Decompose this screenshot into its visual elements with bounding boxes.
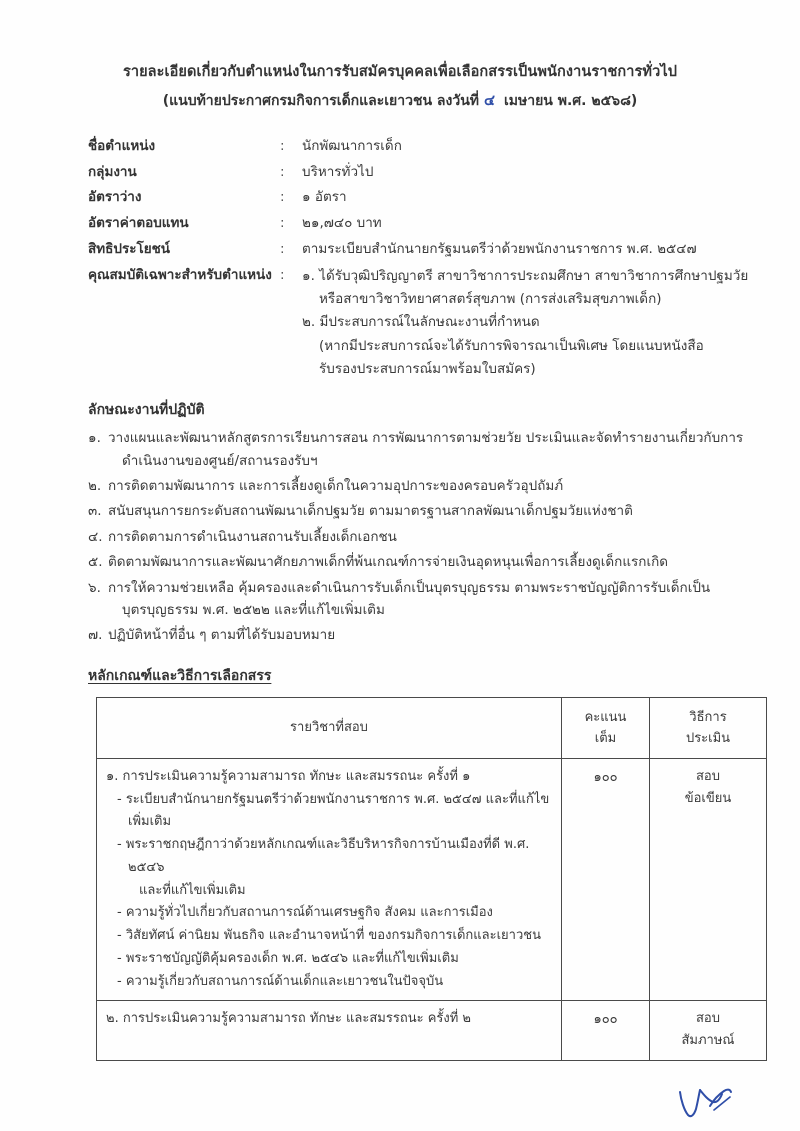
duty-text: [108, 551, 764, 573]
field-row-position-name: [88, 136, 766, 158]
field-value: ตามระเบียบสำนักนายกรัฐมนตรีว่าด้วยพนักงานราชการ พ.ศ. ๒๕๔๗: [302, 241, 697, 258]
duty-line: สนับสนุนการยกระดับสถานพัฒนาเด็กปฐมวัย ตามมาตรฐานสากลพัฒนาเด็กปฐมวัยแห่งชาติ: [108, 503, 633, 520]
table-header: [97, 697, 767, 758]
table-row: [97, 758, 767, 1001]
field-value: ๑ อัตรา: [302, 189, 347, 206]
duty-continuation: บุตรบุญธรรม พ.ศ. ๒๕๒๒ และที่แก้ไขเพิ่มเติม: [122, 601, 385, 618]
field-label: อัตราค่าตอบแทน: [88, 215, 189, 232]
column-header-subject: รายวิชาที่สอบ: [97, 697, 562, 758]
subtitle-suffix: เมษายน พ.ศ. ๒๕๖๘): [503, 92, 638, 109]
duty-text: [108, 526, 764, 548]
sub-item: [106, 789, 552, 835]
duty-text: [108, 500, 764, 522]
document-subtitle: [0, 90, 800, 112]
duty-number: ๔.: [88, 528, 103, 545]
method-line2: ข้อเขียน: [684, 790, 732, 806]
column-header-method-line1: วิธีการ: [689, 709, 727, 725]
column-header-score-line1: คะแนน: [584, 709, 627, 725]
field-row-work-group: [88, 162, 766, 184]
method-line1: สอบ: [696, 768, 720, 784]
field-label: อัตราว่าง: [88, 189, 142, 206]
position-details-list: [0, 136, 800, 381]
qualification-line: ๒. มีประสบการณ์ในลักษณะงานที่กำหนด: [302, 314, 540, 331]
column-header-method: [650, 697, 767, 758]
duty-text: [108, 475, 764, 497]
duty-item: [88, 624, 764, 646]
field-colon: :: [280, 241, 285, 258]
qualification-line: รับรองประสบการณ์มาพร้อมใบสมัคร): [319, 360, 536, 377]
exam-table-container: [0, 697, 800, 1061]
sub-item-text: - ความรู้ทั่วไปเกี่ยวกับสถานการณ์ด้านเศรษฐกิจ สังคม และการเมือง: [117, 905, 493, 921]
field-value: บริหารทั่วไป: [302, 163, 374, 180]
document-header: [0, 0, 800, 112]
score-cell: ๑๐๐: [562, 758, 650, 1001]
sub-item: [106, 925, 552, 948]
method-cell: [650, 758, 767, 1001]
field-value: ๒๑,๗๔๐ บาท: [302, 215, 382, 232]
column-header-method-line2: ประเมิน: [685, 730, 731, 746]
table-body: [97, 758, 767, 1060]
duty-number: ๒.: [88, 477, 102, 494]
handwritten-date-annotation: ๔: [484, 91, 495, 109]
field-row-benefits: [88, 239, 766, 261]
column-header-score-line2: เต็ม: [594, 730, 617, 746]
sub-item: [106, 948, 552, 971]
row-title: ๒. การประเมินความรู้ความสามารถ ทักษะ และสมรรถนะ ครั้งที่ ๒: [106, 1011, 471, 1027]
field-colon: :: [280, 137, 285, 154]
field-label: ชื่อตำแหน่ง: [88, 137, 156, 154]
duty-item: [88, 526, 764, 548]
score-cell: ๑๐๐: [562, 1001, 650, 1060]
duty-line: การติดตามพัฒนาการ และการเลี้ยงดูเด็กในความอุปการะของครอบครัวอุปถัมภ์: [108, 477, 564, 494]
field-label: กลุ่มงาน: [88, 163, 137, 180]
duty-number: ๓.: [88, 503, 102, 520]
field-colon: :: [280, 267, 285, 284]
method-line2: สัมภาษณ์: [681, 1033, 735, 1049]
duty-line: ปฏิบัติหน้าที่อื่น ๆ ตามที่ได้รับมอบหมาย: [108, 627, 336, 644]
signature-icon: [670, 1084, 748, 1124]
duty-item: [88, 500, 764, 522]
sub-item-text: - พระราชกฤษฎีกาว่าด้วยหลักเกณฑ์และวิธีบริหารกิจการบ้านเมืองที่ดี พ.ศ. ๒๕๔๖: [117, 837, 530, 875]
duties-section-heading: ลักษณะงานที่ปฏิบัติ: [88, 402, 205, 419]
sub-item: [106, 902, 552, 925]
duty-text: [108, 577, 764, 622]
qualification-line: (หากมีประสบการณ์จะได้รับการพิจารณาเป็นพิเศษ โดยแนบหนังสือ: [319, 337, 704, 354]
column-header-score: [562, 697, 650, 758]
duty-text: [108, 427, 764, 472]
qualification-line: ๑. ได้รับวุฒิปริญญาตรี สาขาวิชาการประถมศึกษา สาขาวิชาการศึกษาปฐมวัย: [302, 268, 749, 285]
duty-text: [108, 624, 764, 646]
criteria-section-heading: หลักเกณฑ์และวิธีการเลือกสรร: [88, 667, 272, 684]
field-row-salary: [88, 213, 766, 235]
duty-line: วางแผนและพัฒนาหลักสูตรการเรียนการสอน การพัฒนาการตามช่วยวัย ประเมินและจัดทำรายงานเกี่ยวกับการ: [108, 430, 744, 447]
field-label: คุณสมบัติเฉพาะสำหรับตำแหน่ง: [88, 267, 272, 284]
page-title: รายละเอียดเกี่ยวกับตำแหน่งในการรับสมัครบุคคลเพื่อเลือกสรรเป็นพนักงานราชการทั่วไป: [122, 64, 678, 80]
duty-item: [88, 427, 764, 472]
handwritten-signature: [670, 1084, 748, 1124]
duties-list: [0, 427, 800, 647]
field-row-vacancies: [88, 187, 766, 209]
duty-continuation: ดำเนินงานของศูนย์/สถานรองรับฯ: [122, 452, 318, 469]
duty-item: [88, 551, 764, 573]
sub-item-text: - พระราชบัญญัติคุ้มครองเด็ก พ.ศ. ๒๕๔๖ และที่แก้ไขเพิ่มเติม: [117, 950, 459, 966]
table-row: [97, 1001, 767, 1060]
exam-criteria-table: [96, 697, 767, 1061]
sub-item-wrap: และที่แก้ไขเพิ่มเติม: [139, 882, 246, 898]
duty-line: การให้ความช่วยเหลือ คุ้มครองและดำเนินการรับเด็กเป็นบุตรบุญธรรม ตามพระราชบัญญัติการรับเด็กเป็น: [108, 579, 711, 596]
subtitle-prefix: (แนบท้ายประกาศกรมกิจการเด็กและเยาวชน ลงวันที่: [162, 92, 479, 109]
row-title: ๑. การประเมินความรู้ความสามารถ ทักษะ และสมรรถนะ ครั้งที่ ๑: [106, 768, 471, 784]
duty-number: ๖.: [88, 579, 101, 596]
duty-number: ๕.: [88, 554, 103, 571]
qualification-line: หรือสาขาวิชาวิทยาศาสตร์สุขภาพ (การส่งเสริมสุขภาพเด็ก): [319, 291, 662, 308]
sub-item-text: - ระเบียบสำนักนายกรัฐมนตรีว่าด้วยพนักงานราชการ พ.ศ. ๒๕๔๗ และที่แก้ไขเพิ่มเติม: [117, 791, 550, 830]
duty-number: ๗.: [88, 627, 103, 644]
method-line1: สอบ: [696, 1011, 720, 1027]
duty-item: [88, 475, 764, 497]
duty-number: ๑.: [88, 430, 101, 447]
table-header-row: [97, 697, 767, 758]
field-value: นักพัฒนาการเด็ก: [302, 137, 402, 154]
field-colon: :: [280, 189, 285, 206]
method-cell: [650, 1001, 767, 1060]
field-row-qualifications: [88, 265, 766, 381]
subject-cell: [97, 1001, 562, 1060]
sub-item-text: - ความรู้เกี่ยวกับสถานการณ์ด้านเด็กและเยาวชนในปัจจุบัน: [117, 973, 444, 989]
field-label: สิทธิประโยชน์: [88, 241, 171, 258]
duty-line: ติดตามพัฒนาการและพัฒนาศักยภาพเด็กที่พ้นเกณฑ์การจ่ายเงินอุดหนุนเพื่อการเลี้ยงดูเด็กแรกเกิด: [108, 554, 669, 571]
subject-cell: [97, 758, 562, 1001]
sub-item: [106, 971, 552, 994]
qualifications-value: [302, 265, 766, 381]
field-colon: :: [280, 215, 285, 232]
field-colon: :: [280, 163, 285, 180]
sub-item-text: - วิสัยทัศน์ ค่านิยม พันธกิจ และอำนาจหน้าที่ ของกรมกิจการเด็กและเยาวชน: [117, 928, 541, 944]
duty-line: การติดตามการดำเนินงานสถานรับเลี้ยงเด็กเอกชน: [108, 528, 397, 545]
sub-item: [106, 834, 552, 902]
duty-item: [88, 577, 764, 622]
